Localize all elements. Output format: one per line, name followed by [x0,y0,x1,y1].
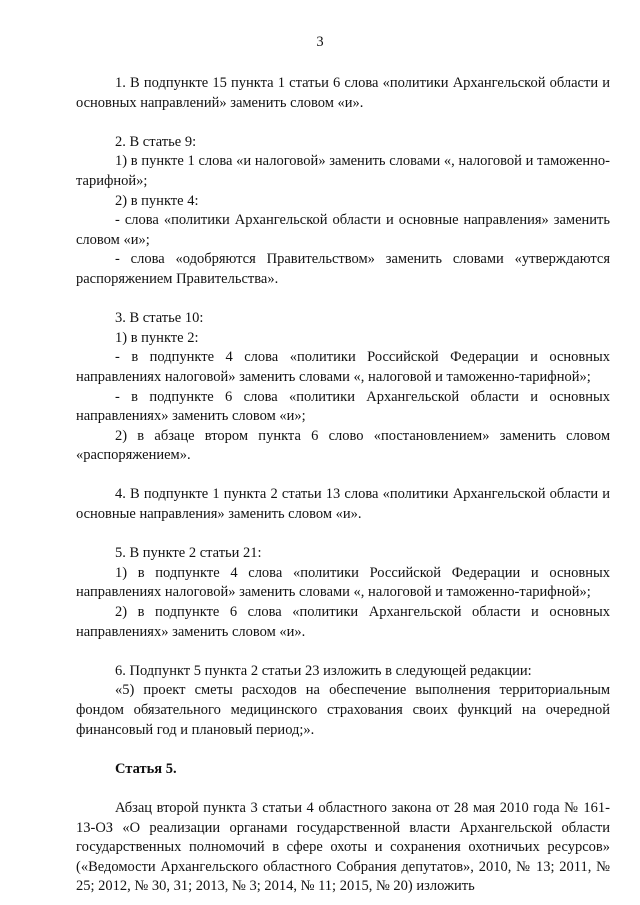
paragraph: 4. В подпункте 1 пункта 2 статьи 13 слова «политики Архангельской области и основные направления» заменить словом «и». [76,486,610,523]
paragraph: 5. В пункте 2 статьи 21: [115,545,262,562]
paragraph: Абзац второй пункта 3 статьи 4 областного закона от 28 мая 2010 года № 161-13-ОЗ «О реализации органами государственной власти Архангельской области государственных полномочий в сфере охоты и сохранения охотничьих ресурсов» («Ведомости Архангельского областного Собрания депутатов», 2010, № 13; 2011, № 25; 2012, № 30, 31; 2013, № 3; 2014, № 11; 2015, № 20) изложить [76,799,610,895]
paragraph: 2) в абзаце втором пункта 6 слово «постановлением» заменить словом «распоряжением». [76,427,610,464]
paragraph-spacer [76,642,610,662]
paragraph: 6. Подпункт 5 пункта 2 статьи 23 изложить в следующей редакции: [115,662,532,679]
paragraph: 2. В статье 9: [115,133,197,150]
paragraph: 3. В статье 10: [115,310,204,327]
document-body [76,74,610,897]
paragraph: - слова «политики Архангельской области и основные направления» заменить словом «и»; [76,212,610,248]
paragraph: 1) в пункте 2: [115,329,199,346]
paragraph-spacer [76,113,610,133]
paragraph-spacer [76,466,610,486]
paragraph: «5) проект сметы расходов на обеспечение выполнения территориальным фондом обязательного медицинского страхования своих функций на очередной финансовый год и плановый период;». [76,682,610,738]
paragraph: - в подпункте 6 слова «политики Архангельской области и основных направлениях» заменить словом «и»; [76,388,610,425]
paragraph: 1. В подпункте 15 пункта 1 статьи 6 слова «политики Архангельской области и основных направлений» заменить словом «и». [76,75,610,111]
paragraph: - слова «одобряются Правительством» заменить словами «утверждаются распоряжением Правительства». [76,251,610,287]
paragraph-spacer [76,779,610,799]
paragraph: 2) в подпункте 6 слова «политики Архангельской области и основных направлениях» заменить словом «и». [76,604,610,640]
paragraph: 1) в пункте 1 слова «и налоговой» заменить словами «, налоговой и таможенно-тарифной»; [76,153,610,189]
paragraph-spacer [76,740,610,760]
paragraph: 1) в подпункте 4 слова «политики Российской Федерации и основных направлениях налоговой» заменить словами «, налоговой и таможенно-тарифной»; [76,564,610,601]
page-number: 3 [316,34,324,50]
paragraph: - в подпункте 4 слова «политики Российской Федерации и основных направлениях налоговой» заменить словами «, налоговой и таможенно-тарифной»; [76,349,610,385]
paragraph-spacer [76,525,610,545]
paragraph: 2) в пункте 4: [115,192,199,209]
paragraph-spacer [76,290,610,310]
article-heading: Статья 5. [115,760,177,777]
